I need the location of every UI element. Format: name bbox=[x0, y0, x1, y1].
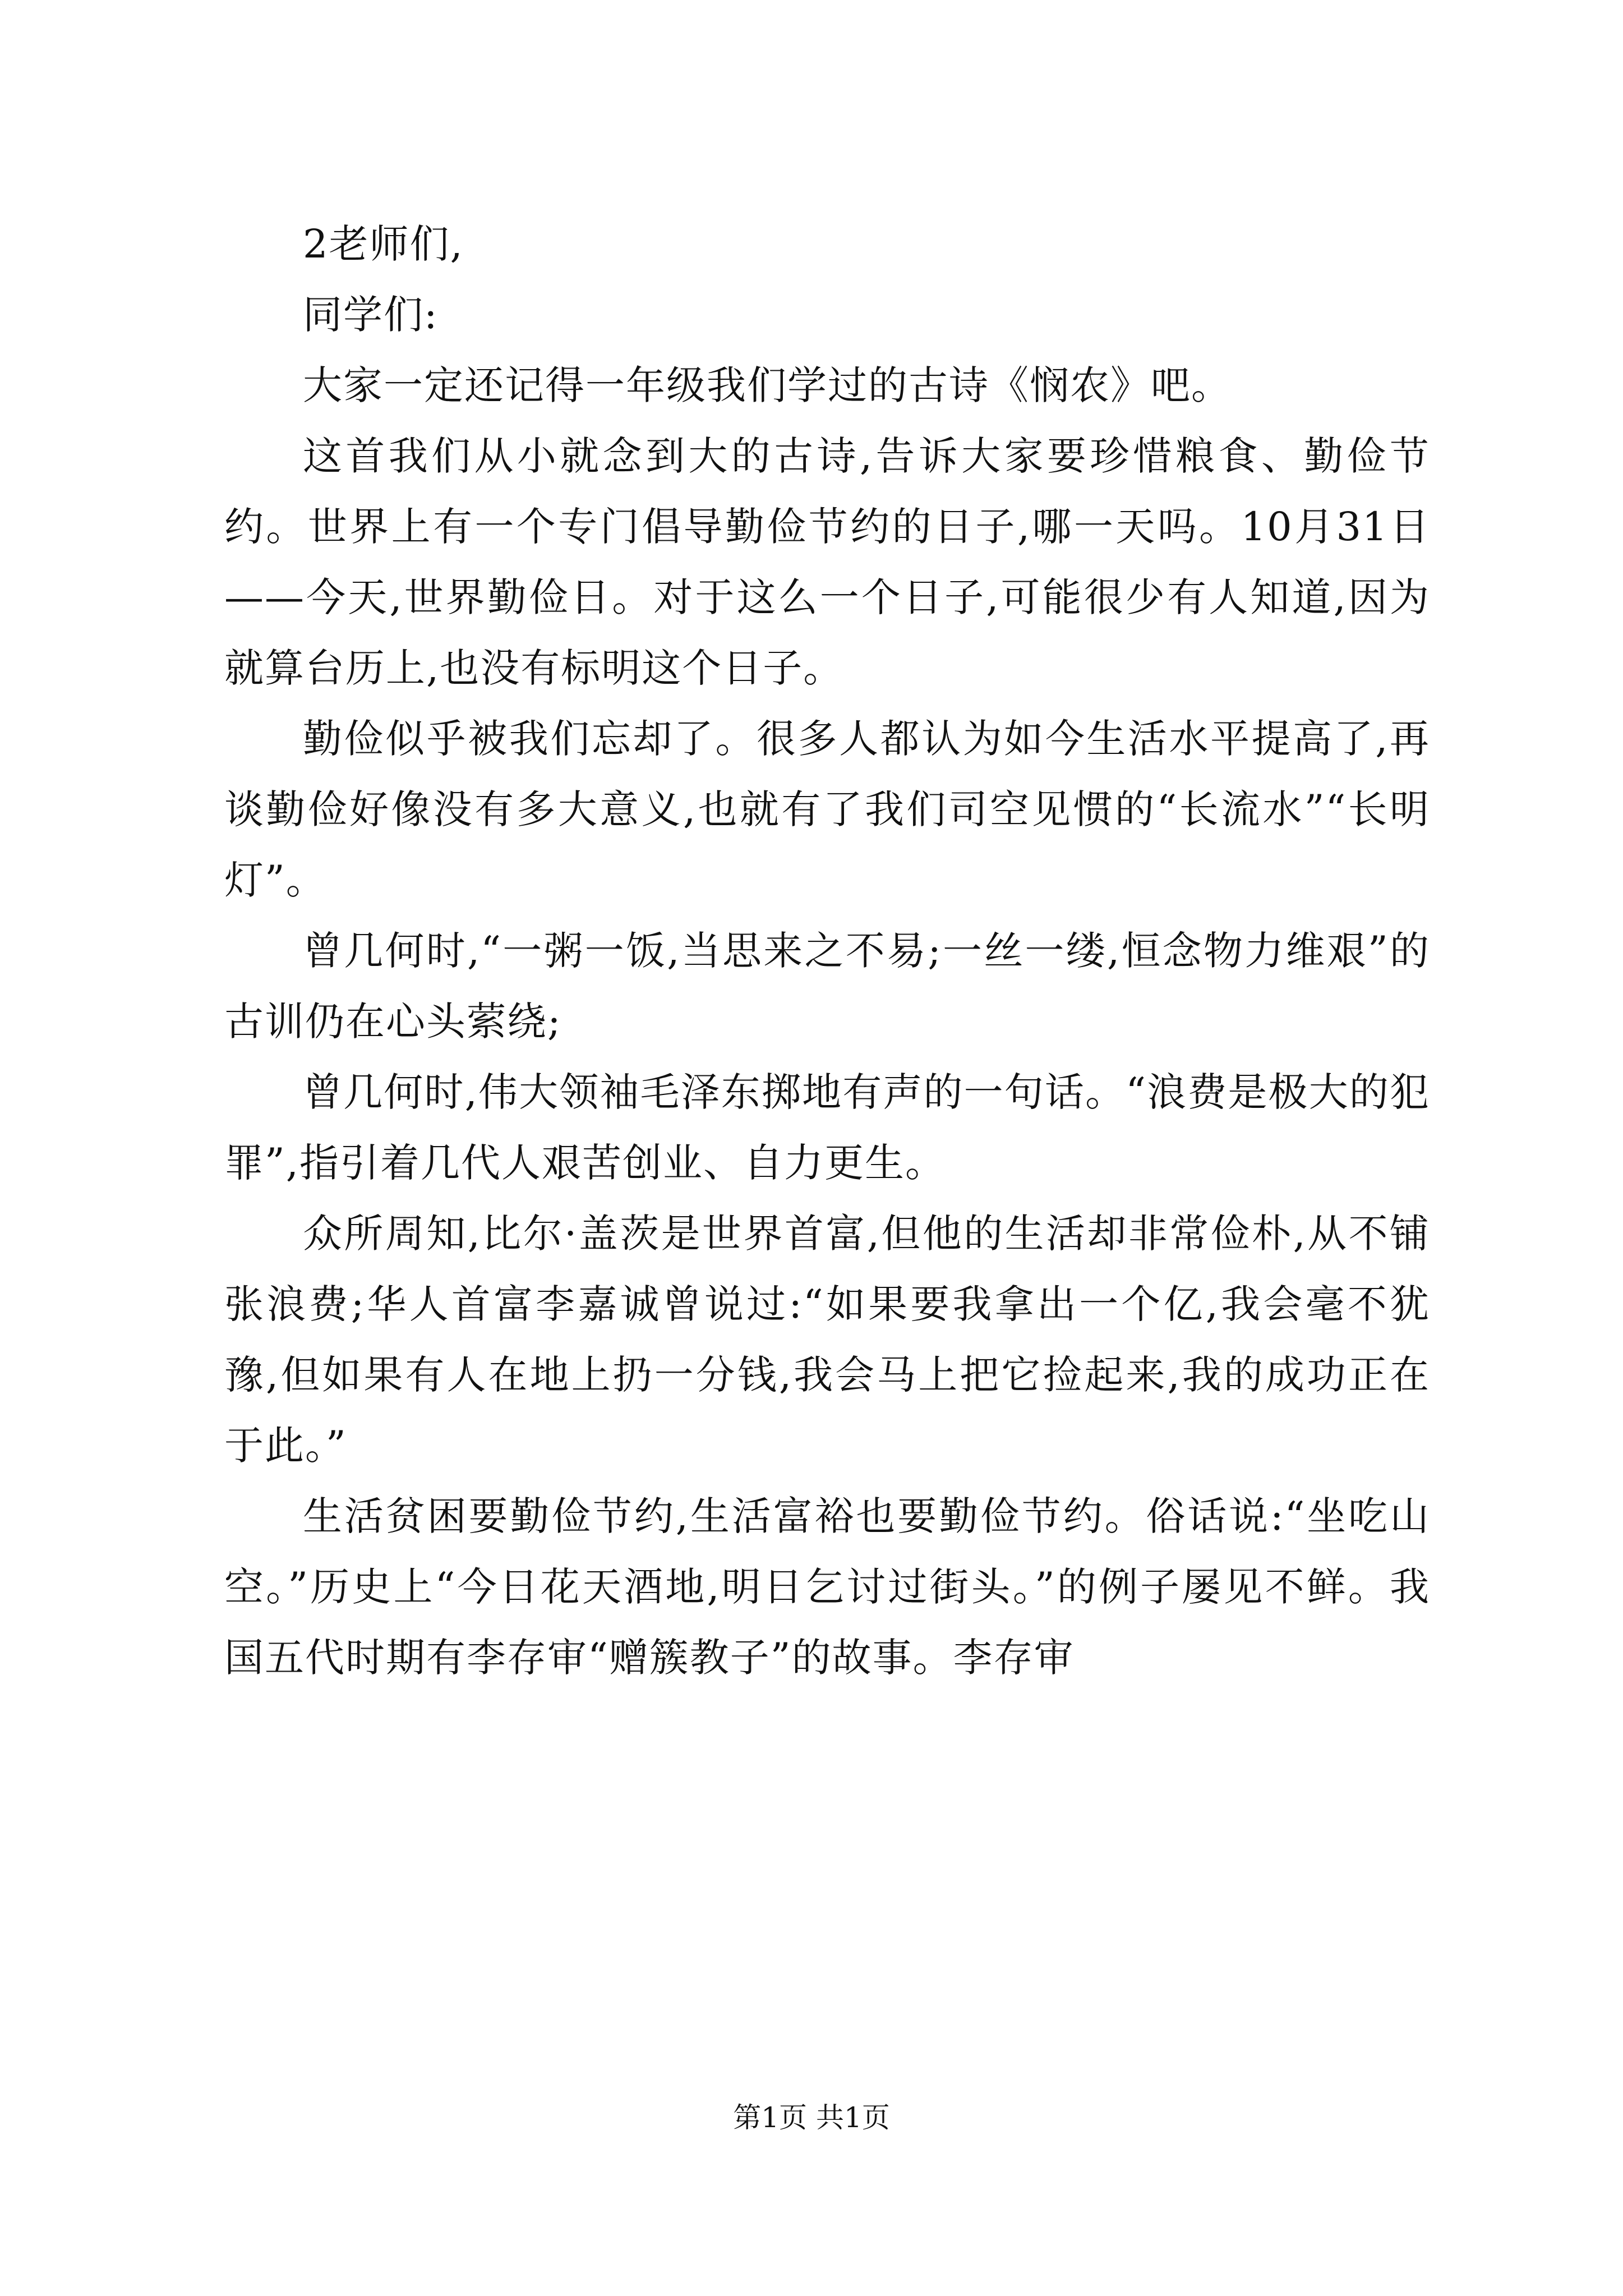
document-body bbox=[224, 209, 1430, 1693]
paragraph-thrift-day: 这首我们从小就念到大的古诗,告诉大家要珍惜粮食、勤俭节约。世界上有一个专门倡导勤俭节约的日子,哪一天吗。10月31日——今天,世界勤俭日。对于这么一个日子,可能很少有人知道,因为就算台历上,也没有标明这个日子。 bbox=[224, 433, 1430, 691]
paragraph-forgotten-thrift: 勤俭似乎被我们忘却了。很多人都认为如今生活水平提高了,再谈勤俭好像没有多大意义,也就有了我们司空见惯的“长流水”“长明灯”。 bbox=[224, 716, 1430, 903]
paragraph-history-examples: 生活贫困要勤俭节约,生活富裕也要勤俭节约。俗话说:“坐吃山空。”历史上“今日花天酒地,明日乞讨过街头。”的例子屡见不鲜。我国五代时期有李存审“赠簇教子”的故事。李存审 bbox=[224, 1493, 1430, 1681]
page-footer: 第1页 共1页 bbox=[733, 2101, 890, 2134]
paragraph-mao-quote: 曾几何时,伟大领袖毛泽东掷地有声的一句话。“浪费是极大的犯罪”,指引着几代人艰苦创业、自力更生。 bbox=[224, 1069, 1430, 1186]
paragraph-ancient-motto: 曾几何时,“一粥一饭,当思来之不易;一丝一缕,恒念物力维艰”的古训仍在心头萦绕; bbox=[224, 928, 1430, 1045]
paragraph-salutation-students: 同学们: bbox=[303, 292, 439, 338]
paragraph-richest-examples: 众所周知,比尔·盖茨是世界首富,但他的生活却非常俭朴,从不铺张浪费;华人首富李嘉诚曾说过:“如果要我拿出一个亿,我会毫不犹豫,但如果有人在地上扔一分钱,我会马上把它捡起来,我的成功正在于此。” bbox=[224, 1211, 1430, 1469]
paragraph-salutation-teachers: 2老师们, bbox=[303, 221, 464, 267]
paragraph-intro: 大家一定还记得一年级我们学过的古诗《悯农》吧。 bbox=[303, 362, 1232, 408]
